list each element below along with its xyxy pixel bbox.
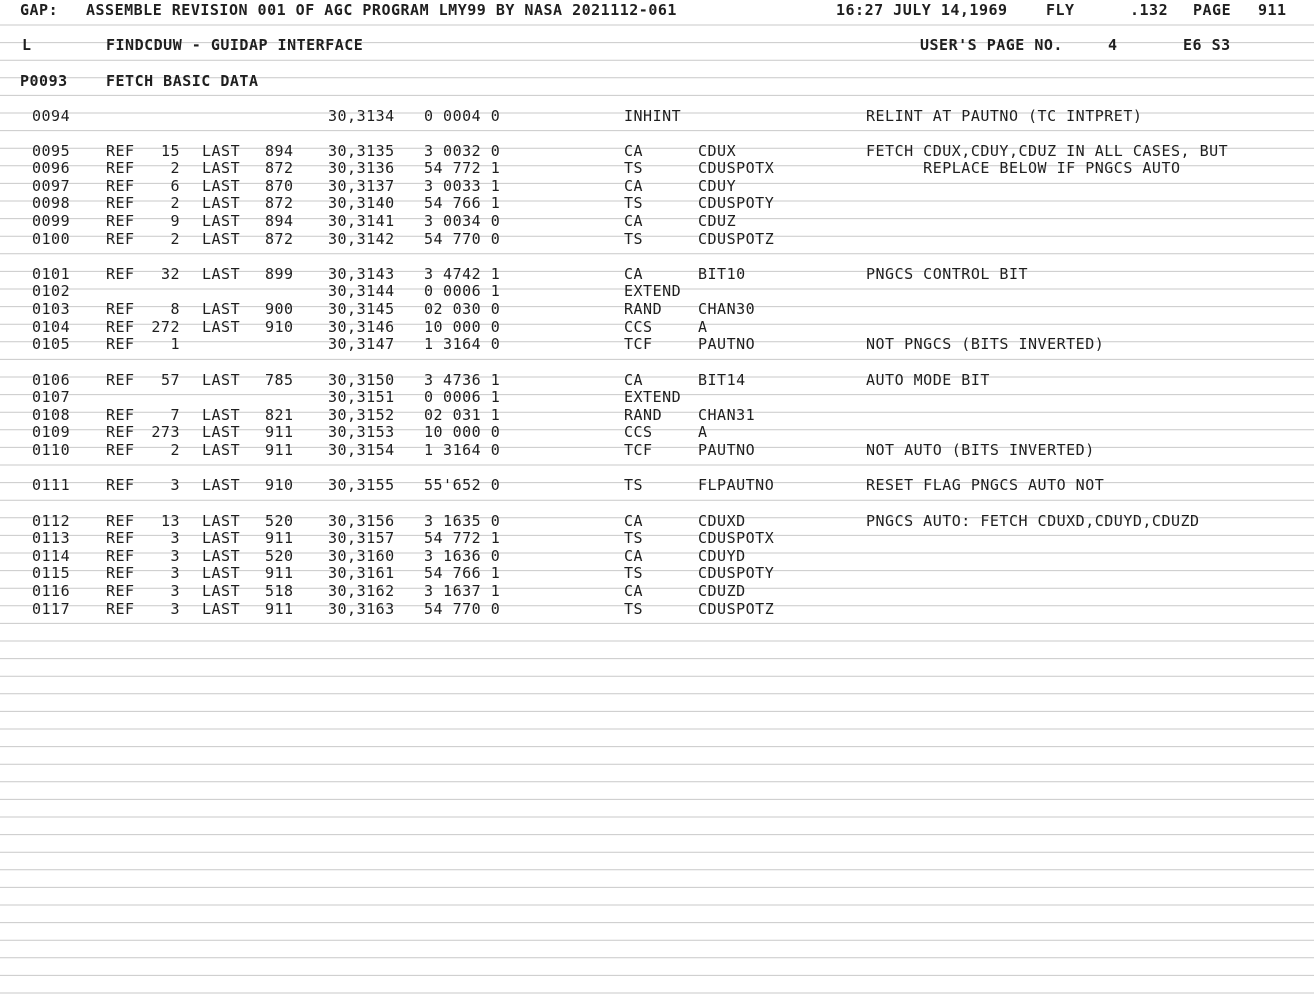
listing-num: 0113 xyxy=(32,529,71,547)
listing-row xyxy=(0,441,1314,459)
listing-word: 3 0033 1 xyxy=(424,177,501,195)
listing-row xyxy=(0,600,1314,618)
listing-op: CA xyxy=(624,265,644,283)
header-line xyxy=(0,1,1314,19)
listing-cnt: 7 xyxy=(170,406,180,424)
listing-ref: REF xyxy=(106,318,135,336)
listing-addr: 30,3143 xyxy=(328,265,395,283)
listing-cnt: 32 xyxy=(160,265,180,283)
timestamp: 16:27 JULY 14,1969 xyxy=(836,1,1008,19)
listing-last: LAST xyxy=(202,371,241,389)
listing-num: 0102 xyxy=(32,282,71,300)
listing-last: LAST xyxy=(202,512,241,530)
listing-operand: BIT10 xyxy=(698,265,746,283)
page-number: 911 xyxy=(1258,1,1287,19)
listing-comment: PNGCS AUTO: FETCH CDUXD,CDUYD,CDUZD xyxy=(866,512,1200,530)
listing-lastn: 872 xyxy=(265,194,294,212)
listing-ref: REF xyxy=(106,265,135,283)
listing-lastn: 520 xyxy=(265,547,294,565)
page-label: PAGE xyxy=(1193,1,1232,19)
listing-cnt: 3 xyxy=(170,564,180,582)
listing-last: LAST xyxy=(202,142,241,160)
listing-operand: CHAN31 xyxy=(698,406,756,424)
listing-num: 0112 xyxy=(32,512,71,530)
listing-num: 0108 xyxy=(32,406,71,424)
listing-num: 0107 xyxy=(32,388,71,406)
listing-operand: CDUZD xyxy=(698,582,746,600)
listing-lastn: 911 xyxy=(265,600,294,618)
listing-last: LAST xyxy=(202,529,241,547)
listing-comment: PNGCS CONTROL BIT xyxy=(866,265,1029,283)
listing-op: CCS xyxy=(624,423,653,441)
listing-cnt: 8 xyxy=(170,300,180,318)
assembly-title: ASSEMBLE REVISION 001 OF AGC PROGRAM LMY99 BY NASA 2021112-061 xyxy=(86,1,677,19)
listing-addr: 30,3146 xyxy=(328,318,395,336)
listing-cnt: 2 xyxy=(170,230,180,248)
listing-op: EXTEND xyxy=(624,388,682,406)
listing-ref: REF xyxy=(106,406,135,424)
listing-lastn: 894 xyxy=(265,212,294,230)
listing-comment: REPLACE BELOW IF PNGCS AUTO xyxy=(866,159,1181,177)
listing-addr: 30,3135 xyxy=(328,142,395,160)
listing-ref: REF xyxy=(106,512,135,530)
listing-ref: REF xyxy=(106,159,135,177)
listing-row xyxy=(0,300,1314,318)
listing-cnt: 57 xyxy=(160,371,180,389)
listing-word: 0 0004 0 xyxy=(424,107,501,125)
listing-cnt: 3 xyxy=(170,547,180,565)
listing-row xyxy=(0,388,1314,406)
listing-operand: CDUZ xyxy=(698,212,737,230)
listing-operand: BIT14 xyxy=(698,371,746,389)
listing-row xyxy=(0,564,1314,582)
listing-last: LAST xyxy=(202,230,241,248)
listing-lastn: 821 xyxy=(265,406,294,424)
listing-last: LAST xyxy=(202,318,241,336)
listing-last: LAST xyxy=(202,194,241,212)
listing-addr: 30,3156 xyxy=(328,512,395,530)
listing-word: 3 4736 1 xyxy=(424,371,501,389)
listing-lastn: 872 xyxy=(265,230,294,248)
listing-ref: REF xyxy=(106,230,135,248)
listing-last: LAST xyxy=(202,423,241,441)
listing-ref: REF xyxy=(106,194,135,212)
listing-op: TS xyxy=(624,529,644,547)
listing-last: LAST xyxy=(202,177,241,195)
section-id: P0093 xyxy=(20,72,68,90)
listing-addr: 30,3154 xyxy=(328,441,395,459)
listing-word: 0 0006 1 xyxy=(424,282,501,300)
user-page-number: 4 xyxy=(1108,36,1118,54)
listing-addr: 30,3157 xyxy=(328,529,395,547)
listing-ref: REF xyxy=(106,582,135,600)
listing-ref: REF xyxy=(106,212,135,230)
listing-word: 54 766 1 xyxy=(424,564,501,582)
listing-ref: REF xyxy=(106,476,135,494)
listing-lastn: 785 xyxy=(265,371,294,389)
listing-op: CA xyxy=(624,547,644,565)
listing-cnt: 2 xyxy=(170,194,180,212)
listing-cnt: 3 xyxy=(170,600,180,618)
listing-lastn: 899 xyxy=(265,265,294,283)
listing-last: LAST xyxy=(202,547,241,565)
listing-word: 02 031 1 xyxy=(424,406,501,424)
listing-ref: REF xyxy=(106,547,135,565)
listing-lastn: 911 xyxy=(265,441,294,459)
listing-lastn: 911 xyxy=(265,529,294,547)
listing-addr: 30,3152 xyxy=(328,406,395,424)
listing-num: 0110 xyxy=(32,441,71,459)
listing-op: RAND xyxy=(624,406,663,424)
listing-operand: CHAN30 xyxy=(698,300,756,318)
listing-last: LAST xyxy=(202,265,241,283)
listing-addr: 30,3145 xyxy=(328,300,395,318)
listing-addr: 30,3160 xyxy=(328,547,395,565)
listing-row xyxy=(0,230,1314,248)
listing-num: 0100 xyxy=(32,230,71,248)
listing-operand: PAUTNO xyxy=(698,441,756,459)
listing-cnt: 13 xyxy=(160,512,180,530)
listing-row xyxy=(0,529,1314,547)
listing-addr: 30,3147 xyxy=(328,335,395,353)
listing-operand: FLPAUTNO xyxy=(698,476,775,494)
listing-num: 0101 xyxy=(32,265,71,283)
listing-cnt: 9 xyxy=(170,212,180,230)
listing-word: 10 000 0 xyxy=(424,318,501,336)
listing-row xyxy=(0,194,1314,212)
listing-num: 0109 xyxy=(32,423,71,441)
listing-ref: REF xyxy=(106,600,135,618)
user-page-label: USER'S PAGE NO. xyxy=(920,36,1063,54)
listing-row xyxy=(0,282,1314,300)
fly-label: FLY xyxy=(1046,1,1075,19)
listing-row xyxy=(0,142,1314,160)
listing-lastn: 910 xyxy=(265,318,294,336)
listing-op: TS xyxy=(624,564,644,582)
listing-last: LAST xyxy=(202,476,241,494)
listing-ref: REF xyxy=(106,371,135,389)
listing-row xyxy=(0,159,1314,177)
listing-word: 10 000 0 xyxy=(424,423,501,441)
listing-row xyxy=(0,582,1314,600)
listing-last: LAST xyxy=(202,441,241,459)
listing-cnt: 2 xyxy=(170,159,180,177)
listing-row xyxy=(0,335,1314,353)
listing-addr: 30,3151 xyxy=(328,388,395,406)
listing-cnt: 3 xyxy=(170,582,180,600)
listing-num: 0116 xyxy=(32,582,71,600)
listing-op: INHINT xyxy=(624,107,682,125)
listing-addr: 30,3140 xyxy=(328,194,395,212)
listing-ref: REF xyxy=(106,529,135,547)
header-label: GAP: xyxy=(20,1,59,19)
listing-operand: CDUSPOTY xyxy=(698,564,775,582)
listing-row xyxy=(0,177,1314,195)
listing-op: TCF xyxy=(624,335,653,353)
listing-addr: 30,3161 xyxy=(328,564,395,582)
listing-word: 3 4742 1 xyxy=(424,265,501,283)
listing-cnt: 273 xyxy=(151,423,180,441)
listing-lastn: 911 xyxy=(265,564,294,582)
listing-lastn: 900 xyxy=(265,300,294,318)
listing-operand: A xyxy=(698,423,708,441)
listing-ref: REF xyxy=(106,300,135,318)
listing-last: LAST xyxy=(202,300,241,318)
listing-last: LAST xyxy=(202,159,241,177)
listing-op: TS xyxy=(624,159,644,177)
listing-lastn: 520 xyxy=(265,512,294,530)
listing-num: 0103 xyxy=(32,300,71,318)
listing-num: 0096 xyxy=(32,159,71,177)
listing-addr: 30,3144 xyxy=(328,282,395,300)
listing-operand: CDUSPOTX xyxy=(698,529,775,547)
listing-addr: 30,3163 xyxy=(328,600,395,618)
listing-lastn: 894 xyxy=(265,142,294,160)
listing-addr: 30,3150 xyxy=(328,371,395,389)
listing-cnt: 15 xyxy=(160,142,180,160)
code-label: .132 xyxy=(1130,1,1169,19)
listing-ref: REF xyxy=(106,177,135,195)
listing-num: 0106 xyxy=(32,371,71,389)
listing-lastn: 518 xyxy=(265,582,294,600)
listing-num: 0111 xyxy=(32,476,71,494)
listing-op: TS xyxy=(624,194,644,212)
listing-addr: 30,3153 xyxy=(328,423,395,441)
listing-cnt: 2 xyxy=(170,441,180,459)
listing-operand: CDUXD xyxy=(698,512,746,530)
listing-num: 0105 xyxy=(32,335,71,353)
listing-op: TS xyxy=(624,476,644,494)
listing-addr: 30,3141 xyxy=(328,212,395,230)
listing-num: 0099 xyxy=(32,212,71,230)
listing-op: TCF xyxy=(624,441,653,459)
listing-op: CA xyxy=(624,371,644,389)
listing-cnt: 1 xyxy=(170,335,180,353)
listing-word: 54 770 0 xyxy=(424,600,501,618)
listing-addr: 30,3142 xyxy=(328,230,395,248)
listing-ref: REF xyxy=(106,142,135,160)
listing-ref: REF xyxy=(106,564,135,582)
listing-addr: 30,3136 xyxy=(328,159,395,177)
listing-op: TS xyxy=(624,600,644,618)
listing-operand: CDUY xyxy=(698,177,737,195)
listing-ref: REF xyxy=(106,423,135,441)
listing-operand: CDUX xyxy=(698,142,737,160)
listing-word: 54 770 0 xyxy=(424,230,501,248)
listing-operand: CDUSPOTX xyxy=(698,159,775,177)
listing-num: 0095 xyxy=(32,142,71,160)
listing-num: 0114 xyxy=(32,547,71,565)
listing-last: LAST xyxy=(202,582,241,600)
listing-op: CCS xyxy=(624,318,653,336)
listing-operand: A xyxy=(698,318,708,336)
listing-ref: REF xyxy=(106,335,135,353)
listing-operand: CDUYD xyxy=(698,547,746,565)
listing-operand: CDUSPOTZ xyxy=(698,600,775,618)
listing-op: RAND xyxy=(624,300,663,318)
listing-last: LAST xyxy=(202,600,241,618)
listing-comment: FETCH CDUX,CDUY,CDUZ IN ALL CASES, BUT xyxy=(866,142,1229,160)
section-line xyxy=(0,72,1314,90)
listing-row xyxy=(0,406,1314,424)
listing-operand: PAUTNO xyxy=(698,335,756,353)
subheader-line xyxy=(0,36,1314,54)
listing-last: LAST xyxy=(202,212,241,230)
listing-word: 3 1635 0 xyxy=(424,512,501,530)
listing-word: 3 1637 1 xyxy=(424,582,501,600)
listing-lastn: 872 xyxy=(265,159,294,177)
listing-op: CA xyxy=(624,582,644,600)
listing-num: 0104 xyxy=(32,318,71,336)
listing-addr: 30,3134 xyxy=(328,107,395,125)
listing-word: 54 772 1 xyxy=(424,159,501,177)
listing-num: 0117 xyxy=(32,600,71,618)
listing-lastn: 870 xyxy=(265,177,294,195)
listing-word: 3 0034 0 xyxy=(424,212,501,230)
listing-comment: RELINT AT PAUTNO (TC INTPRET) xyxy=(866,107,1143,125)
listing-row xyxy=(0,547,1314,565)
listing-row xyxy=(0,212,1314,230)
listing-word: 55'652 0 xyxy=(424,476,501,494)
listing-word: 3 0032 0 xyxy=(424,142,501,160)
listing-comment: NOT PNGCS (BITS INVERTED) xyxy=(866,335,1105,353)
listing-lastn: 910 xyxy=(265,476,294,494)
listing-row xyxy=(0,107,1314,125)
listing-num: 0094 xyxy=(32,107,71,125)
listing-word: 54 766 1 xyxy=(424,194,501,212)
listing-row xyxy=(0,318,1314,336)
subheader-title: FINDCDUW - GUIDAP INTERFACE xyxy=(106,36,364,54)
listing-operand: CDUSPOTY xyxy=(698,194,775,212)
listing-last: LAST xyxy=(202,564,241,582)
listing-row xyxy=(0,423,1314,441)
listing-row xyxy=(0,371,1314,389)
listing-op: CA xyxy=(624,177,644,195)
listing-num: 0098 xyxy=(32,194,71,212)
listing-word: 02 030 0 xyxy=(424,300,501,318)
subheader-mark: L xyxy=(22,36,32,54)
listing-comment: NOT AUTO (BITS INVERTED) xyxy=(866,441,1095,459)
listing-num: 0097 xyxy=(32,177,71,195)
listing-word: 0 0006 1 xyxy=(424,388,501,406)
listing-op: EXTEND xyxy=(624,282,682,300)
section-title: FETCH BASIC DATA xyxy=(106,72,259,90)
listing-cnt: 272 xyxy=(151,318,180,336)
listing-cnt: 3 xyxy=(170,529,180,547)
listing-row xyxy=(0,476,1314,494)
listing-comment: AUTO MODE BIT xyxy=(866,371,990,389)
listing-last: LAST xyxy=(202,406,241,424)
listing-addr: 30,3137 xyxy=(328,177,395,195)
listing-lastn: 911 xyxy=(265,423,294,441)
listing-operand: CDUSPOTZ xyxy=(698,230,775,248)
listing-word: 3 1636 0 xyxy=(424,547,501,565)
listing-word: 54 772 1 xyxy=(424,529,501,547)
listing-addr: 30,3162 xyxy=(328,582,395,600)
listing-word: 1 3164 0 xyxy=(424,335,501,353)
listing-op: CA xyxy=(624,512,644,530)
listing-num: 0115 xyxy=(32,564,71,582)
listing-op: CA xyxy=(624,142,644,160)
listing-cnt: 6 xyxy=(170,177,180,195)
ref-code: E6 S3 xyxy=(1183,36,1231,54)
listing-word: 1 3164 0 xyxy=(424,441,501,459)
listing-cnt: 3 xyxy=(170,476,180,494)
listing-comment: RESET FLAG PNGCS AUTO NOT xyxy=(866,476,1105,494)
listing-op: CA xyxy=(624,212,644,230)
listing-row xyxy=(0,265,1314,283)
listing-ref: REF xyxy=(106,441,135,459)
listing-row xyxy=(0,512,1314,530)
listing-addr: 30,3155 xyxy=(328,476,395,494)
listing-op: TS xyxy=(624,230,644,248)
